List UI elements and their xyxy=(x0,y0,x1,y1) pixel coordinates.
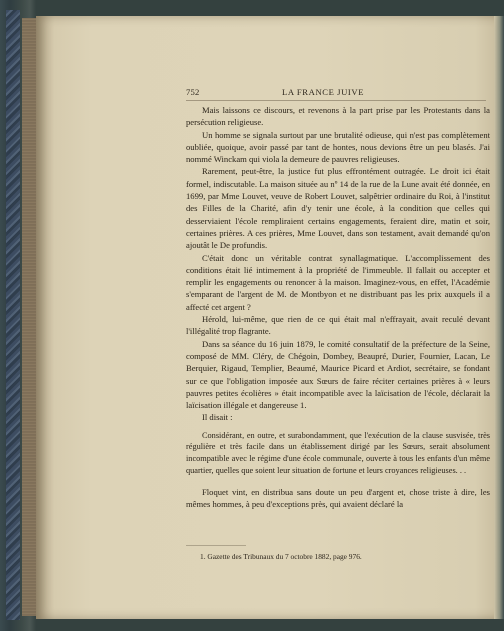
running-head xyxy=(186,87,486,101)
footnote-rule xyxy=(186,545,246,546)
book-spine xyxy=(6,10,20,620)
paragraph: Dans sa séance du 16 juin 1879, le comité consultatif de la préfecture de la Seine, composé de MM. Cléry, de Chégoin, Dombey, Beaupré, Durier, Fournier, Lacan, Le Berquier, Rigaud, Templier, Beaumé, Maurice Picard et Ardiot, secrétaire, se fondant sur ce que l'obligation imposée aux Sœurs de faire réciter certaines prières à « leurs pauvres petites écolières » était incompatible avec la laïcisation de l'école, déclarait la laïcisation illégale et dangereuse 1. xyxy=(186,338,490,411)
paragraph: Hérold, lui-même, que rien de ce qui était mal n'effrayait, avait reculé devant l'illégalité trop flagrante. xyxy=(186,314,490,337)
paragraph: Il disait : xyxy=(202,412,233,423)
running-title: LA FRANCE JUIVE xyxy=(282,87,365,97)
block-quote: Considérant, en outre, et surabondamment, que l'exécution de la clause susvisée, très régulière et très facile dans un établissement dirigé par les Sœurs, serait absolument incompatible avec le régime d'une école communale, ouverte à tous les enfants d'un même quartier, quelles que soient leur situation de fortune et leurs croyances religieuses. . . xyxy=(186,430,490,475)
body-text xyxy=(186,104,490,511)
paragraph: Rarement, peut-être, la justice fut plus effrontément outragée. Le droit ici était formel, indiscutable. La maison située au nº 14 de la rue de la Lune avait été donnée, en 1699, par Mme Louvet, veuve de Robert Louvet, salpêtrier ordinaire du Roi, à l'institut des Filles de la Charité, afin d'y tenir une école, à la condition que celles qui desserviaient l'école rempliraient certains engagements, feraient dire, matin et soir, certaines prières. A ces prières, Mme Louvet, dans son testament, avait demandé qu'on ajoutât le De profundis. xyxy=(186,166,490,251)
footnote: 1. Gazette des Tribunaux du 7 octobre 1882, page 976. xyxy=(200,552,362,561)
header-rule xyxy=(186,100,486,101)
paragraph: Un homme se signala surtout par une brutalité odieuse, qui n'est pas complètement oubliée, quoique, avoir passé par tant de hontes, nous devions être un peu blasés. J'ai nommé Winckam qui viola la demeure de pauvres religieuses. xyxy=(186,129,490,165)
page-right-edge xyxy=(494,16,504,619)
paragraph: C'était donc un véritable contrat synallagmatique. L'accomplissement des conditions était lié intimement à la propriété de l'immeuble. Il fallait ou accepter et remplir les engagements ou renoncer à la maison. Imaginez-vous, en effet, l'Académie s'emparant de l'argent de M. de Montbyon et ne distribuant pas les prix auxquels il a affecté cet argent ? xyxy=(186,252,490,312)
paragraph: Mais laissons ce discours, et revenons à la part prise par les Protestants dans la persécution religieuse. xyxy=(186,105,490,128)
paragraph: Floquet vint, en distribua sans doute un peu d'argent et, chose triste à dire, les mêmes hommes, à peu d'exceptions près, qui avaient déclaré la xyxy=(186,487,490,510)
page-number: 752 xyxy=(186,87,200,97)
